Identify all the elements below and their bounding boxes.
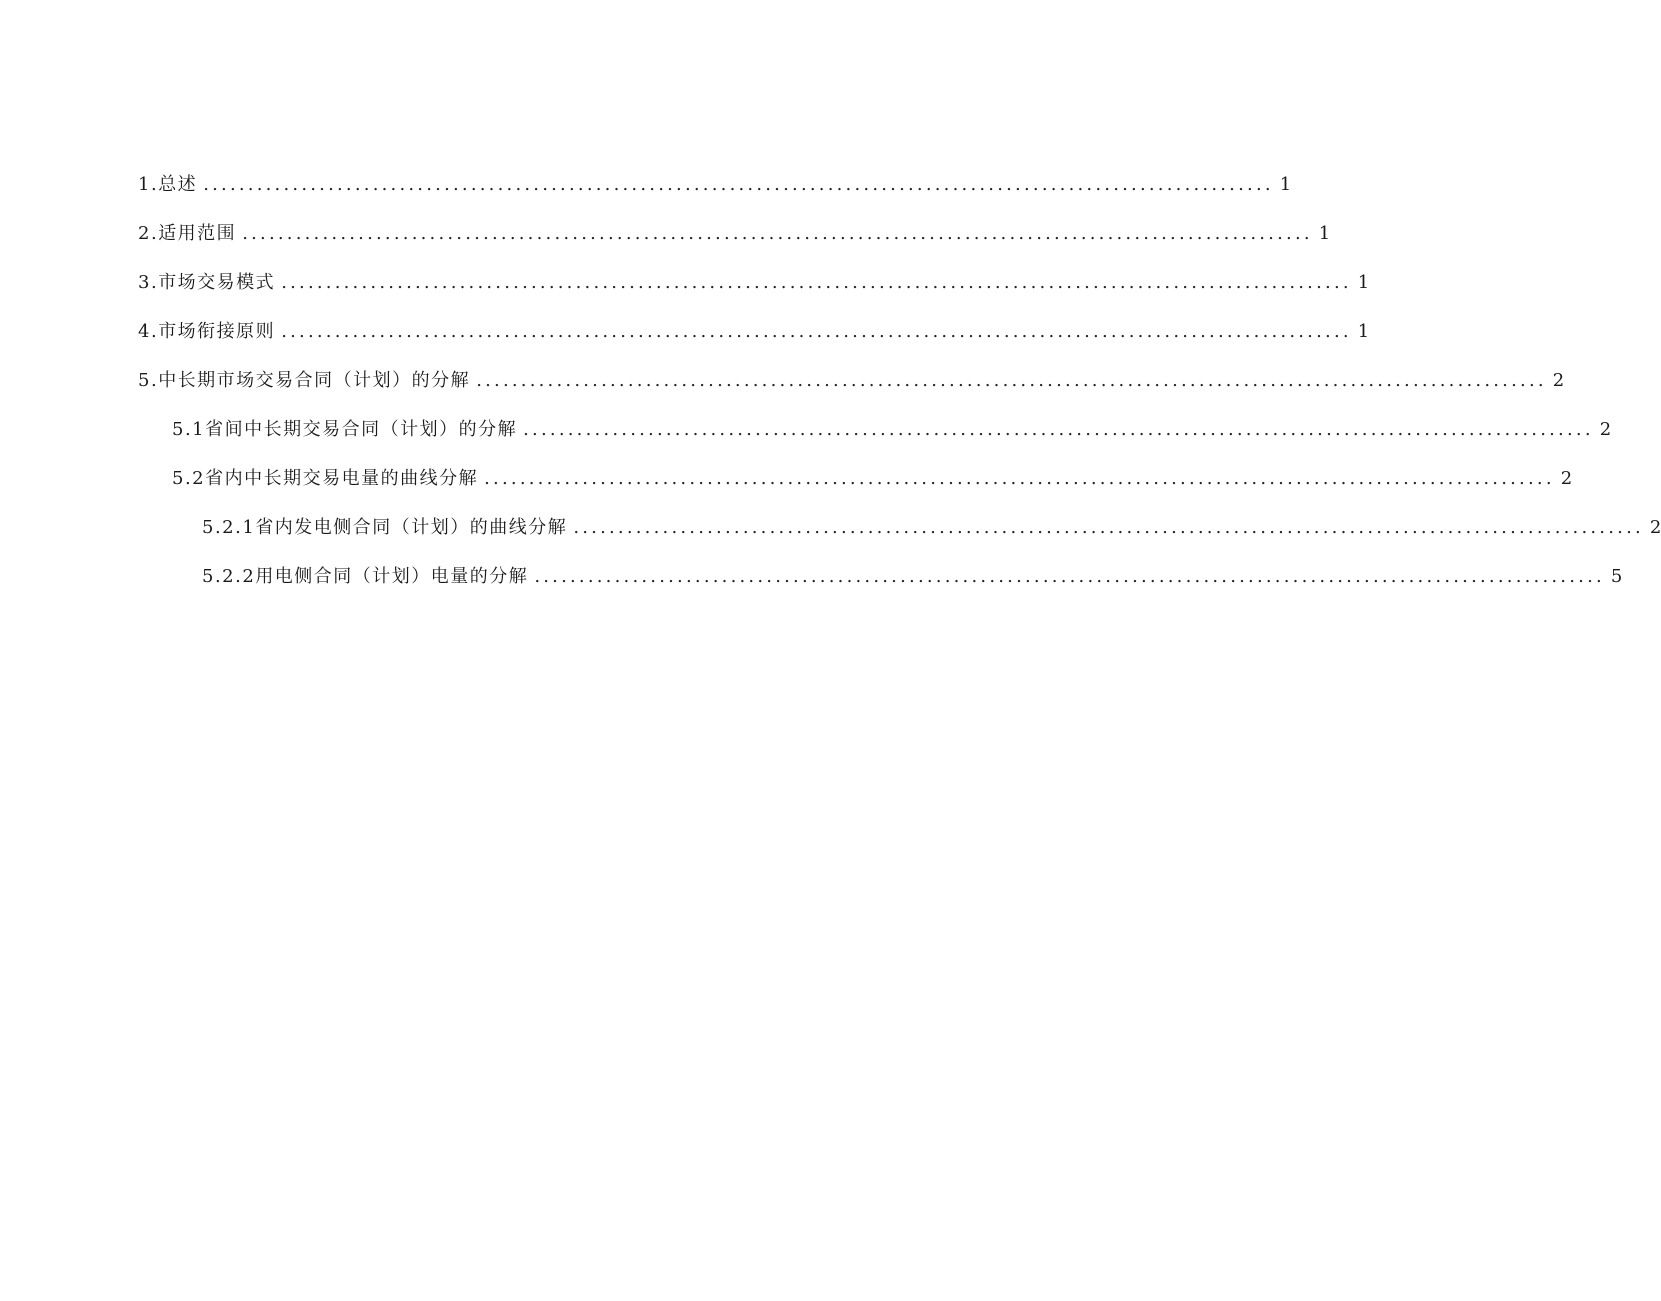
toc-entry-separator: .	[150, 223, 159, 244]
toc-entry-number: 2	[138, 223, 151, 244]
toc-entry-title: 市场交易模式	[158, 272, 276, 293]
toc-entry-number: 1	[138, 174, 151, 195]
toc-entry-title: 市场衔接原则	[158, 321, 276, 342]
toc-entry-5-2-1[interactable]	[202, 511, 1661, 545]
toc-entry-title: 适用范围	[158, 223, 237, 244]
toc-entry-title: 用电侧合同（计划）电量的分解	[255, 566, 529, 587]
toc-entry-page: 1	[1357, 272, 1370, 293]
toc-dot-leader: ........................................................................................................................	[281, 272, 1352, 293]
toc-entry-4[interactable]	[138, 315, 1370, 349]
toc-entry-number: 5.2	[172, 468, 206, 489]
toc-entry-page: 2	[1560, 468, 1573, 489]
toc-entry-separator: .	[150, 174, 159, 195]
toc-dot-leader: ........................................................................................................................	[281, 321, 1352, 342]
toc-entry-1[interactable]	[138, 168, 1292, 202]
toc-entry-5[interactable]	[138, 364, 1565, 398]
toc-dot-leader: ........................................................................................................................	[523, 419, 1594, 440]
toc-entry-title: 省间中长期交易合同（计划）的分解	[205, 419, 518, 440]
toc-entry-5-2[interactable]	[172, 462, 1573, 496]
toc-entry-page: 5	[1610, 566, 1623, 587]
toc-dot-leader: ........................................................................................................................	[534, 566, 1605, 587]
toc-dot-leader: ........................................................................................................................	[573, 517, 1644, 538]
toc-dot-leader: ........................................................................................................................	[476, 370, 1547, 391]
toc-entry-2[interactable]	[138, 217, 1331, 251]
toc-entry-title: 省内中长期交易电量的曲线分解	[205, 468, 479, 489]
toc-entry-5-2-2[interactable]	[202, 560, 1623, 594]
toc-entry-number: 5.2.1	[202, 517, 256, 538]
toc-entry-title: 中长期市场交易合同（计划）的分解	[158, 370, 471, 391]
toc-dot-leader: ........................................................................................................................	[242, 223, 1313, 244]
toc-entry-page: 2	[1649, 517, 1661, 538]
toc-entry-page: 1	[1357, 321, 1370, 342]
toc-entry-separator: .	[150, 370, 159, 391]
toc-entry-number: 3	[138, 272, 151, 293]
toc-entry-number: 4	[138, 321, 151, 342]
toc-dot-leader: ........................................................................................................................	[484, 468, 1555, 489]
toc-dot-leader: ........................................................................................................................	[203, 174, 1274, 195]
toc-entry-page: 1	[1318, 223, 1331, 244]
toc-entry-3[interactable]	[138, 266, 1370, 300]
toc-entry-separator: .	[150, 321, 159, 342]
toc-entry-number: 5.1	[172, 419, 206, 440]
toc-entry-separator: .	[150, 272, 159, 293]
toc-entry-number: 5.2.2	[202, 566, 256, 587]
toc-entry-page: 1	[1279, 174, 1292, 195]
toc-entry-page: 2	[1552, 370, 1565, 391]
toc-entry-title: 总述	[158, 174, 198, 195]
toc-entry-title: 省内发电侧合同（计划）的曲线分解	[255, 517, 568, 538]
toc-entry-number: 5	[138, 370, 151, 391]
toc-entry-page: 2	[1599, 419, 1612, 440]
toc-entry-5-1[interactable]	[172, 413, 1612, 447]
